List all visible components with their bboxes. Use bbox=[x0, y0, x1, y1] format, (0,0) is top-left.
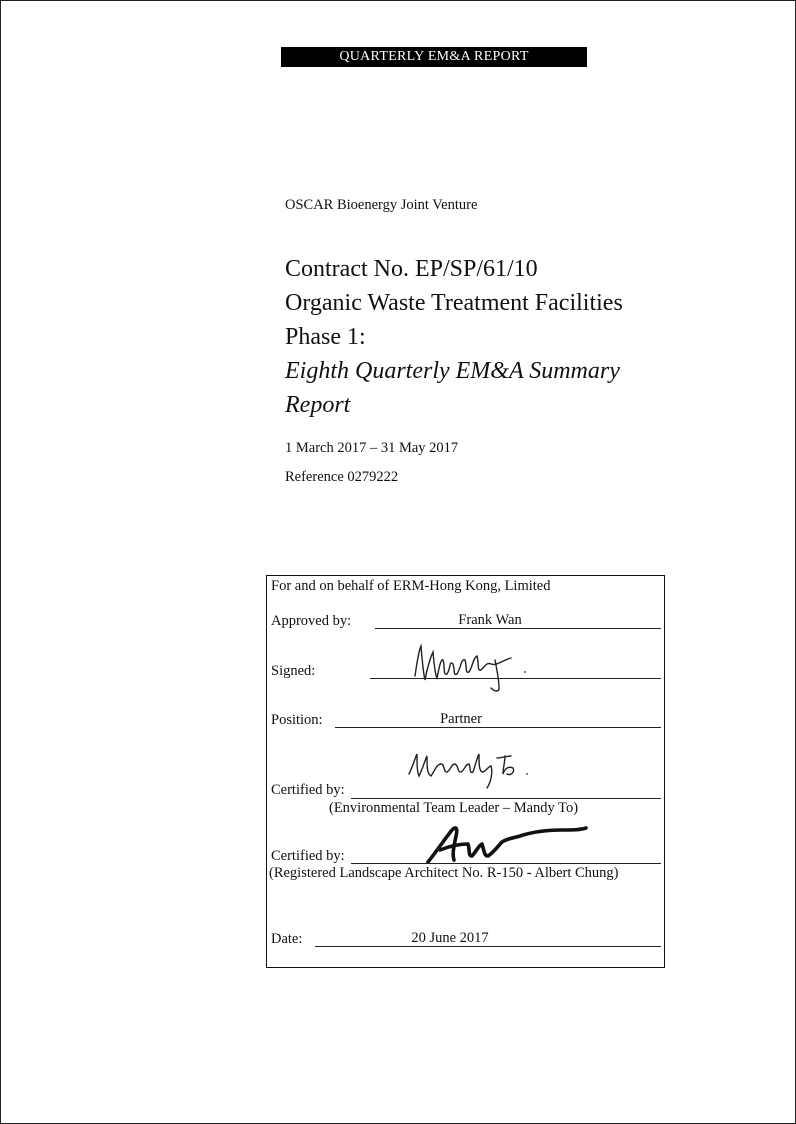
behalf-text: For and on behalf of ERM-Hong Kong, Limited bbox=[271, 578, 551, 594]
report-title bbox=[285, 252, 705, 422]
title-line: Organic Waste Treatment Facilities bbox=[285, 290, 623, 316]
reporting-period: 1 March 2017 – 31 May 2017 bbox=[285, 440, 459, 456]
date-value: 20 June 2017 bbox=[411, 930, 489, 946]
signature-frank-wan bbox=[407, 638, 537, 698]
certified-la-role: (Registered Landscape Architect No. R-150 - Albert Chung) bbox=[269, 865, 619, 881]
certified-et-rule bbox=[351, 798, 661, 799]
approved-value: Frank Wan bbox=[458, 612, 522, 628]
date-label: Date: bbox=[271, 931, 303, 947]
signed-label: Signed: bbox=[271, 663, 316, 679]
report-header-band bbox=[281, 47, 587, 67]
certified-la-rule bbox=[351, 863, 661, 864]
position-label: Position: bbox=[271, 712, 323, 728]
approved-label: Approved by: bbox=[271, 613, 352, 629]
certified-et-role: (Environmental Team Leader – Mandy To) bbox=[329, 800, 579, 816]
report-header-text: QUARTERLY EM&A REPORT bbox=[339, 49, 529, 64]
certified-la-label: Certified by: bbox=[271, 848, 345, 864]
subtitle-line: Eighth Quarterly EM&A Summary bbox=[285, 358, 620, 384]
reference-number: Reference 0279222 bbox=[285, 469, 399, 485]
title-line: Contract No. EP/SP/61/10 bbox=[285, 256, 538, 282]
client-name: OSCAR Bioenergy Joint Venture bbox=[285, 197, 478, 213]
signoff-box bbox=[266, 575, 665, 968]
title-line: Phase 1: bbox=[285, 324, 366, 350]
signature-mandy-to bbox=[405, 748, 545, 792]
position-value: Partner bbox=[440, 711, 482, 727]
certified-et-label: Certified by: bbox=[271, 782, 345, 798]
subtitle-line: Report bbox=[285, 392, 351, 418]
